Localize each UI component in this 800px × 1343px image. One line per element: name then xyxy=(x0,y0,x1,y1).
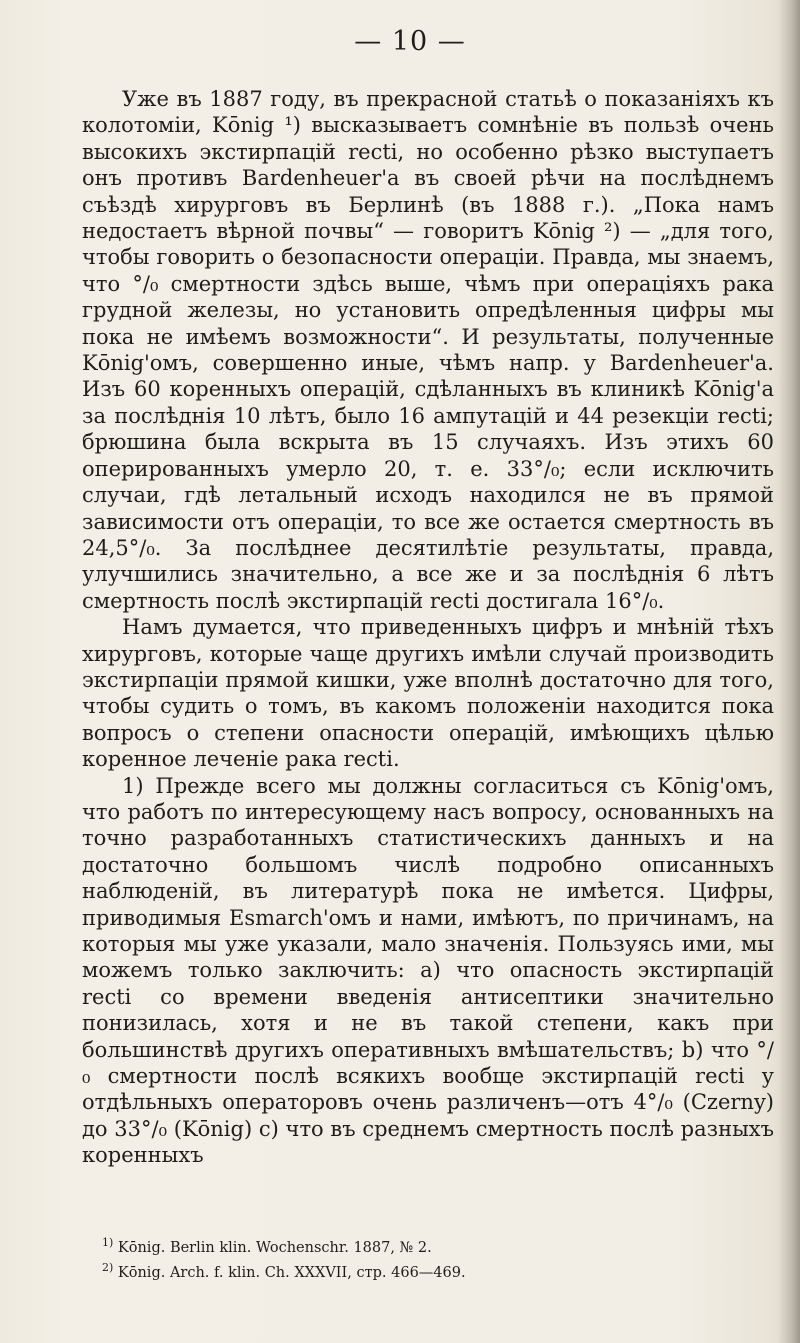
paragraph-1: Уже въ 1887 году, въ прекрасной статьѣ о показаніяхъ къ колотоміи, Kōnig ¹) высказываетъ сомнѣніе въ пользѣ очень высокихъ экстирпацій recti, но особенно рѣзко выступаетъ онъ противъ Bardenheuer'а въ своей рѣчи на послѣднемъ съѣздѣ хирурговъ въ Берлинѣ (въ 1888 г.). „Пока намъ недостаетъ вѣрной почвы“ — говоритъ Kōnig ²) — „для того, чтобы говорить о безопасности операціи. Правда, мы знаемъ, что °/₀ смертности здѣсь выше, чѣмъ при операціяхъ рака грудной железы, но установить опредѣленныя цифры мы пока не имѣемъ возможности“. И результаты, полученные Kōnig'омъ, совершенно иные, чѣмъ напр. у Bardenheuer'а. Изъ 60 коренныхъ операцій, сдѣланныхъ въ клиникѣ Kōnig'а за послѣднія 10 лѣтъ, было 16 ампутацій и 44 резекціи recti; брюшина была вскрыта въ 15 случаяхъ. Изъ этихъ 60 оперированныхъ умерло 20, т. е. 33°/₀; если исключить случаи, гдѣ летальный исходъ находился не въ прямой зависимости отъ операціи, то все же остается смертность въ 24,5°/₀. За послѣднее десятилѣтіе результаты, правда, улучшились значительно, а все же и за послѣднія 6 лѣтъ смертность послѣ экстирпацій recti достигала 16°/₀. xyxy=(82,87,774,613)
footnotes xyxy=(82,1233,774,1283)
page-edge-shadow xyxy=(778,0,800,1343)
footnote-2-text: Kōnig. Arch. f. klin. Ch. XXXVII, стр. 466—469. xyxy=(117,1264,466,1281)
footnote-1-mark: 1) xyxy=(102,1236,114,1249)
paragraph-3: 1) Прежде всего мы должны согласиться съ Kōnig'омъ, что работъ по интересующему насъ вопросу, основанныхъ на точно разработанныхъ статистическихъ данныхъ и на достаточно большомъ числѣ подробно описанныхъ наблюденій, въ литературѣ пока не имѣется. Цифры, приводимыя Esmarch'омъ и нами, имѣютъ, по причинамъ, на которыя мы уже указали, мало значенія. Пользуясь ими, мы можемъ только заключить: a) что опасность экстирпацій recti со времени введенія антисептики значительно понизилась, хотя и не въ такой степени, какъ при большинствѣ другихъ оперативныхъ вмѣшательствъ; b) что °/₀ смертности послѣ всякихъ вообще экстирпацій recti у отдѣльныхъ операторовъ очень различенъ—отъ 4°/₀ (Czerny) до 33°/₀ (Kōnig) c) что въ среднемъ смертность послѣ разныхъ коренныхъ xyxy=(82,773,774,1168)
main-text xyxy=(82,86,774,1169)
page-number: — 10 — xyxy=(354,26,466,57)
paragraph-2: Намъ думается, что приведенныхъ цифръ и мнѣній тѣхъ хирурговъ, которые чаще другихъ имѣли случай производить экстирпаціи прямой кишки, уже вполнѣ достаточно для того, чтобы судить о томъ, въ какомъ положеніи находится пока вопросъ о степени опасности операцій, имѣющихъ цѣлью коренное леченіе рака recti. xyxy=(82,615,774,772)
footnote-1 xyxy=(82,1233,774,1258)
footnote-1-text: Kōnig. Berlin klin. Wochenschr. 1887, № 2. xyxy=(117,1239,432,1256)
footnote-2-mark: 2) xyxy=(102,1260,114,1274)
footnote-2 xyxy=(82,1258,774,1283)
